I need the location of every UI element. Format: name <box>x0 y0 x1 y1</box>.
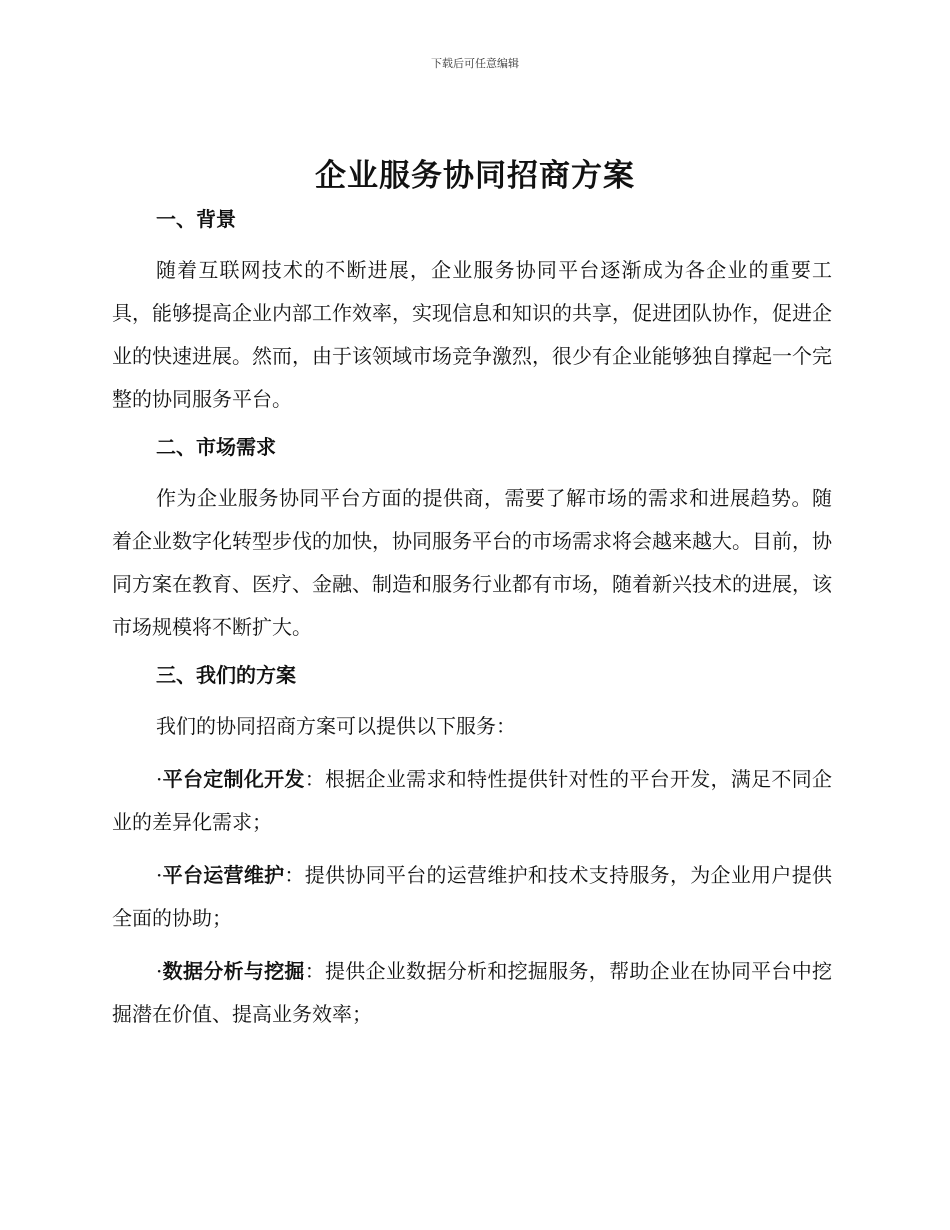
service-item-text: ：根据企业需求和特性提供针对性的平台开发，满足不同企业的差异化需求； <box>112 767 833 834</box>
bullet-dot: · <box>156 767 163 791</box>
market-paragraph: 作为企业服务协同平台方面的提供商，需要了解市场的需求和进展趋势。随着企业数字化转型步伐的加快，协同服务平台的市场需求将会越来越大。目前，协同方案在教育、医疗、金融、制造和服务行业都有市场，随着新兴技术的进展，该市场规模将不断扩大。 <box>112 486 832 639</box>
service-item-text: ：提供协同平台的运营维护和技术支持服务，为企业用户提供全面的协助； <box>112 863 833 930</box>
background-paragraph: 随着互联网技术的不断进展，企业服务协同平台逐渐成为各企业的重要工具，能够提高企业内部工作效率，实现信息和知识的共享，促进团队协作，促进企业的快速进展。然而，由于该领域市场竞争激烈，很少有企业能够独自撑起一个完整的协同服务平台。 <box>112 258 832 411</box>
service-item <box>112 758 832 844</box>
service-item-title: 数据分析与挖掘 <box>162 959 305 983</box>
service-item-title: 平台运营维护 <box>162 863 285 887</box>
section-heading-background: 一、背景 <box>156 207 236 231</box>
header-note: 下载后可任意编辑 <box>431 57 519 70</box>
document-title: 企业服务协同招商方案 <box>315 158 635 194</box>
service-item <box>112 950 832 1036</box>
section-heading-solution: 三、我们的方案 <box>156 663 296 687</box>
service-item-title: 平台定制化开发 <box>162 767 305 791</box>
section-heading-market: 二、市场需求 <box>156 435 276 459</box>
bullet-dot: · <box>156 959 163 983</box>
service-item <box>112 854 832 940</box>
document-body <box>112 203 832 1036</box>
bullet-dot: · <box>156 863 163 887</box>
service-item-text: ：提供企业数据分析和挖掘服务，帮助企业在协同平台中挖掘潜在价值、提高业务效率； <box>112 959 833 1026</box>
solution-intro: 我们的协同招商方案可以提供以下服务： <box>156 714 516 738</box>
